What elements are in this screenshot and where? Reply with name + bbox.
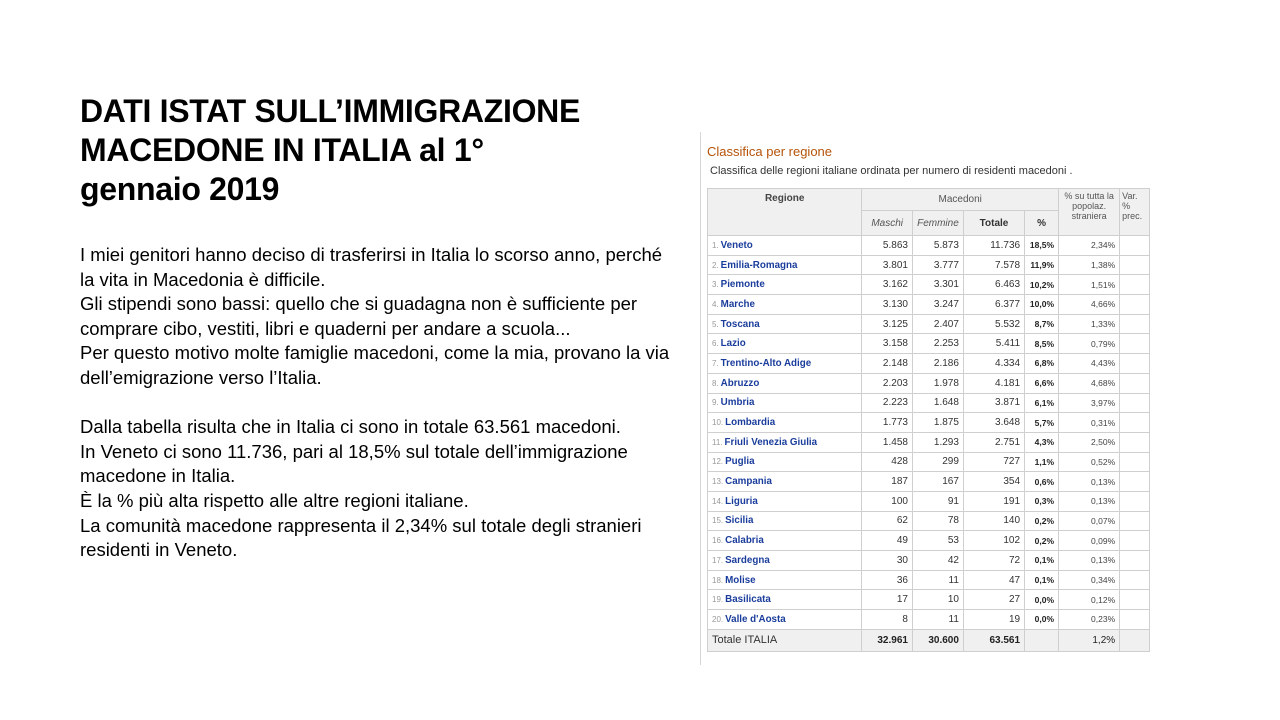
title-line: MACEDONE IN ITALIA al 1° <box>80 132 484 168</box>
maschi-cell: 36 <box>862 570 913 590</box>
header-regione: Regione <box>708 189 862 236</box>
rank-number: 18. <box>712 575 724 585</box>
pct-straniera-cell: 0,23% <box>1059 610 1120 630</box>
totale-cell: 102 <box>963 531 1024 551</box>
femmine-cell: 2.186 <box>912 354 963 374</box>
pct-cell: 0,6% <box>1025 472 1059 492</box>
totale-cell: 727 <box>963 452 1024 472</box>
region-link[interactable]: Molise <box>725 574 756 586</box>
pct-straniera-cell: 0,31% <box>1059 413 1120 433</box>
maschi-cell: 3.162 <box>862 275 913 295</box>
pct-straniera-cell: 3,97% <box>1059 393 1120 413</box>
totale-cell: 11.736 <box>963 236 1024 256</box>
region-link[interactable]: Valle d'Aosta <box>725 613 786 625</box>
region-cell <box>708 511 862 531</box>
panel-title: Classifica per regione <box>707 144 833 159</box>
total-totale: 63.561 <box>963 629 1024 651</box>
femmine-cell: 1.875 <box>912 413 963 433</box>
table-row <box>708 255 1150 275</box>
region-cell <box>708 590 862 610</box>
panel-description: Classifica delle regioni italiane ordinata per numero di residenti macedoni . <box>710 165 1073 177</box>
rank-number: 12. <box>712 457 724 467</box>
region-link[interactable]: Lombardia <box>725 417 776 429</box>
pct-cell: 0,1% <box>1025 551 1059 571</box>
femmine-cell: 10 <box>912 590 963 610</box>
maschi-cell: 1.458 <box>862 432 913 452</box>
totale-cell: 4.181 <box>963 373 1024 393</box>
rank-number: 19. <box>712 595 724 605</box>
region-link[interactable]: Piemonte <box>720 279 765 291</box>
region-link[interactable]: Veneto <box>720 239 753 251</box>
rank-number: 13. <box>712 477 724 487</box>
table-row <box>708 334 1150 354</box>
region-cell <box>708 295 862 315</box>
total-label: Totale ITALIA <box>708 629 862 651</box>
var-cell <box>1120 373 1150 393</box>
totale-cell: 3.648 <box>963 413 1024 433</box>
rank-number: 7. <box>712 358 719 368</box>
pct-cell: 0,1% <box>1025 570 1059 590</box>
femmine-cell: 167 <box>912 472 963 492</box>
pct-straniera-cell: 2,34% <box>1059 236 1120 256</box>
pct-cell: 5,7% <box>1025 413 1059 433</box>
region-link[interactable]: Abruzzo <box>720 377 760 389</box>
table-row <box>708 570 1150 590</box>
rank-number: 11. <box>712 437 723 447</box>
var-cell <box>1120 452 1150 472</box>
maschi-cell: 17 <box>862 590 913 610</box>
femmine-cell: 2.407 <box>912 314 963 334</box>
maschi-cell: 62 <box>862 511 913 531</box>
maschi-cell: 49 <box>862 531 913 551</box>
pct-straniera-cell: 1,51% <box>1059 275 1120 295</box>
totale-cell: 3.871 <box>963 393 1024 413</box>
table-body <box>708 236 1150 630</box>
var-cell <box>1120 511 1150 531</box>
header-totale: Totale <box>963 211 1024 236</box>
pct-cell: 0,0% <box>1025 610 1059 630</box>
maschi-cell: 3.125 <box>862 314 913 334</box>
region-link[interactable]: Emilia-Romagna <box>720 259 798 271</box>
rank-number: 6. <box>712 339 719 349</box>
totale-cell: 19 <box>963 610 1024 630</box>
total-row <box>708 629 1150 651</box>
pct-cell: 1,1% <box>1025 452 1059 472</box>
rank-number: 15. <box>712 516 724 526</box>
region-link[interactable]: Sicilia <box>725 515 754 527</box>
rank-number: 4. <box>712 299 719 309</box>
header-var: Var. % prec. <box>1120 189 1150 236</box>
region-cell <box>708 236 862 256</box>
table-row <box>708 511 1150 531</box>
statistics-screenshot <box>700 132 1150 665</box>
panel-divider <box>700 132 701 665</box>
rank-number: 9. <box>712 398 719 408</box>
pct-straniera-cell: 0,12% <box>1059 590 1120 610</box>
slide-title <box>80 92 680 209</box>
table-row <box>708 610 1150 630</box>
pct-straniera-cell: 0,13% <box>1059 551 1120 571</box>
region-cell <box>708 472 862 492</box>
femmine-cell: 53 <box>912 531 963 551</box>
maschi-cell: 100 <box>862 491 913 511</box>
table-row <box>708 275 1150 295</box>
paragraph-gap <box>80 391 680 416</box>
table-row <box>708 551 1150 571</box>
pct-straniera-cell: 1,38% <box>1059 255 1120 275</box>
pct-cell: 11,9% <box>1025 255 1059 275</box>
region-link[interactable]: Friuli Venezia Giulia <box>724 436 818 448</box>
totale-cell: 47 <box>963 570 1024 590</box>
table-row <box>708 590 1150 610</box>
region-cell <box>708 334 862 354</box>
femmine-cell: 299 <box>912 452 963 472</box>
rank-number: 10. <box>712 418 724 428</box>
rank-number: 2. <box>712 260 719 270</box>
femmine-cell: 1.978 <box>912 373 963 393</box>
maschi-cell: 187 <box>862 472 913 492</box>
paragraph: I miei genitori hanno deciso di trasferirsi in Italia lo scorso anno, perché la vita in Macedonia è difficile. <box>80 244 663 290</box>
pct-cell: 0,3% <box>1025 491 1059 511</box>
maschi-cell: 8 <box>862 610 913 630</box>
totale-cell: 6.377 <box>963 295 1024 315</box>
rank-number: 17. <box>712 555 724 565</box>
region-link[interactable]: Liguria <box>725 495 758 507</box>
header-pct-straniera: % su tutta la popolaz. straniera <box>1059 189 1120 236</box>
maschi-cell: 3.130 <box>862 295 913 315</box>
table-row <box>708 314 1150 334</box>
totale-cell: 5.532 <box>963 314 1024 334</box>
var-cell <box>1120 432 1150 452</box>
table-row <box>708 373 1150 393</box>
femmine-cell: 91 <box>912 491 963 511</box>
region-cell <box>708 610 862 630</box>
region-cell <box>708 551 862 571</box>
total-maschi: 32.961 <box>862 629 913 651</box>
femmine-cell: 3.247 <box>912 295 963 315</box>
table-row <box>708 236 1150 256</box>
region-link[interactable]: Calabria <box>725 535 764 547</box>
total-var <box>1120 629 1150 651</box>
var-cell <box>1120 590 1150 610</box>
region-cell <box>708 373 862 393</box>
var-cell <box>1120 255 1150 275</box>
var-cell <box>1120 531 1150 551</box>
pct-straniera-cell: 0,34% <box>1059 570 1120 590</box>
totale-cell: 354 <box>963 472 1024 492</box>
pct-cell: 18,5% <box>1025 236 1059 256</box>
paragraph: La comunità macedone rappresenta il 2,34% sul totale degli stranieri residenti in Veneto. <box>80 514 642 561</box>
table-row <box>708 295 1150 315</box>
region-link[interactable]: Toscana <box>720 318 760 330</box>
pct-cell: 0,2% <box>1025 511 1059 531</box>
paragraph: In Veneto ci sono 11.736, pari al 18,5% sul totale dell’immigrazione macedone in Italia. <box>80 440 628 487</box>
paragraph: Gli stipendi sono bassi: quello che si guadagna non è sufficiente per comprare cibo, vestiti, libri e quaderni per andare a scuola... <box>80 293 638 339</box>
femmine-cell: 11 <box>912 570 963 590</box>
maschi-cell: 1.773 <box>862 413 913 433</box>
totale-cell: 4.334 <box>963 354 1024 374</box>
pct-straniera-cell: 0,13% <box>1059 491 1120 511</box>
totale-cell: 191 <box>963 491 1024 511</box>
femmine-cell: 3.301 <box>912 275 963 295</box>
table-row <box>708 531 1150 551</box>
total-pct-straniera: 1,2% <box>1059 629 1120 651</box>
pct-straniera-cell: 0,07% <box>1059 511 1120 531</box>
region-cell <box>708 432 862 452</box>
var-cell <box>1120 354 1150 374</box>
pct-straniera-cell: 4,43% <box>1059 354 1120 374</box>
region-link[interactable]: Trentino-Alto Adige <box>720 357 812 369</box>
rank-number: 14. <box>712 496 724 506</box>
femmine-cell: 11 <box>912 610 963 630</box>
region-link[interactable]: Lazio <box>720 338 746 350</box>
paragraph: Dalla tabella risulta che in Italia ci sono in totale 63.561 macedoni. <box>80 416 621 438</box>
totale-cell: 2.751 <box>963 432 1024 452</box>
header-pct: % <box>1025 211 1059 236</box>
region-cell <box>708 354 862 374</box>
region-cell <box>708 255 862 275</box>
pct-cell: 6,8% <box>1025 354 1059 374</box>
maschi-cell: 2.148 <box>862 354 913 374</box>
pct-straniera-cell: 0,79% <box>1059 334 1120 354</box>
total-pct <box>1025 629 1059 651</box>
rank-number: 3. <box>712 280 719 290</box>
slide-body <box>80 243 680 563</box>
femmine-cell: 42 <box>912 551 963 571</box>
total-femmine: 30.600 <box>912 629 963 651</box>
pct-cell: 0,2% <box>1025 531 1059 551</box>
region-cell <box>708 452 862 472</box>
table-row <box>708 354 1150 374</box>
region-cell <box>708 491 862 511</box>
title-line: DATI ISTAT SULL’IMMIGRAZIONE <box>80 93 581 129</box>
paragraph: Per questo motivo molte famiglie macedoni, come la mia, provano la via dell’emigrazione verso l’Italia. <box>80 342 670 388</box>
region-cell <box>708 413 862 433</box>
maschi-cell: 3.158 <box>862 334 913 354</box>
totale-cell: 7.578 <box>963 255 1024 275</box>
rank-number: 16. <box>712 536 724 546</box>
pct-cell: 4,3% <box>1025 432 1059 452</box>
var-cell <box>1120 314 1150 334</box>
var-cell <box>1120 393 1150 413</box>
pct-straniera-cell: 0,52% <box>1059 452 1120 472</box>
region-link[interactable]: Sardegna <box>725 554 770 566</box>
var-cell <box>1120 610 1150 630</box>
pct-cell: 8,7% <box>1025 314 1059 334</box>
rank-number: 8. <box>712 378 719 388</box>
table-row <box>708 432 1150 452</box>
header-maschi: Maschi <box>862 211 913 236</box>
rank-number: 20. <box>712 614 724 624</box>
region-cell <box>708 275 862 295</box>
maschi-cell: 428 <box>862 452 913 472</box>
table-row <box>708 413 1150 433</box>
totale-cell: 140 <box>963 511 1024 531</box>
femmine-cell: 1.293 <box>912 432 963 452</box>
region-link[interactable]: Umbria <box>720 397 755 409</box>
region-cell <box>708 531 862 551</box>
paragraph: È la % più alta rispetto alle altre regioni italiane. <box>80 489 469 511</box>
totale-cell: 72 <box>963 551 1024 571</box>
femmine-cell: 3.777 <box>912 255 963 275</box>
pct-straniera-cell: 0,13% <box>1059 472 1120 492</box>
totale-cell: 6.463 <box>963 275 1024 295</box>
table-row <box>708 452 1150 472</box>
totale-cell: 5.411 <box>963 334 1024 354</box>
femmine-cell: 78 <box>912 511 963 531</box>
region-cell <box>708 314 862 334</box>
pct-cell: 6,1% <box>1025 393 1059 413</box>
region-cell <box>708 393 862 413</box>
pct-straniera-cell: 0,09% <box>1059 531 1120 551</box>
table-row <box>708 472 1150 492</box>
table-row <box>708 491 1150 511</box>
maschi-cell: 30 <box>862 551 913 571</box>
table-row <box>708 393 1150 413</box>
maschi-cell: 2.203 <box>862 373 913 393</box>
var-cell <box>1120 413 1150 433</box>
rank-number: 1. <box>712 240 719 250</box>
pct-cell: 10,0% <box>1025 295 1059 315</box>
pct-straniera-cell: 4,66% <box>1059 295 1120 315</box>
var-cell <box>1120 295 1150 315</box>
region-link[interactable]: Marche <box>720 298 755 310</box>
region-link[interactable]: Campania <box>725 476 772 488</box>
pct-straniera-cell: 4,68% <box>1059 373 1120 393</box>
region-link[interactable]: Puglia <box>725 456 755 468</box>
regions-table <box>707 188 1150 652</box>
var-cell <box>1120 472 1150 492</box>
region-cell <box>708 570 862 590</box>
var-cell <box>1120 236 1150 256</box>
maschi-cell: 5.863 <box>862 236 913 256</box>
pct-cell: 6,6% <box>1025 373 1059 393</box>
maschi-cell: 2.223 <box>862 393 913 413</box>
var-cell <box>1120 551 1150 571</box>
header-femmine: Femmine <box>912 211 963 236</box>
pct-straniera-cell: 2,50% <box>1059 432 1120 452</box>
femmine-cell: 5.873 <box>912 236 963 256</box>
femmine-cell: 2.253 <box>912 334 963 354</box>
pct-cell: 0,0% <box>1025 590 1059 610</box>
var-cell <box>1120 334 1150 354</box>
var-cell <box>1120 570 1150 590</box>
title-line: gennaio 2019 <box>80 171 280 207</box>
rank-number: 5. <box>712 319 719 329</box>
pct-cell: 10,2% <box>1025 275 1059 295</box>
maschi-cell: 3.801 <box>862 255 913 275</box>
var-cell <box>1120 491 1150 511</box>
pct-straniera-cell: 1,33% <box>1059 314 1120 334</box>
femmine-cell: 1.648 <box>912 393 963 413</box>
totale-cell: 27 <box>963 590 1024 610</box>
header-macedoni: Macedoni <box>862 189 1059 211</box>
var-cell <box>1120 275 1150 295</box>
pct-cell: 8,5% <box>1025 334 1059 354</box>
region-link[interactable]: Basilicata <box>725 594 771 606</box>
